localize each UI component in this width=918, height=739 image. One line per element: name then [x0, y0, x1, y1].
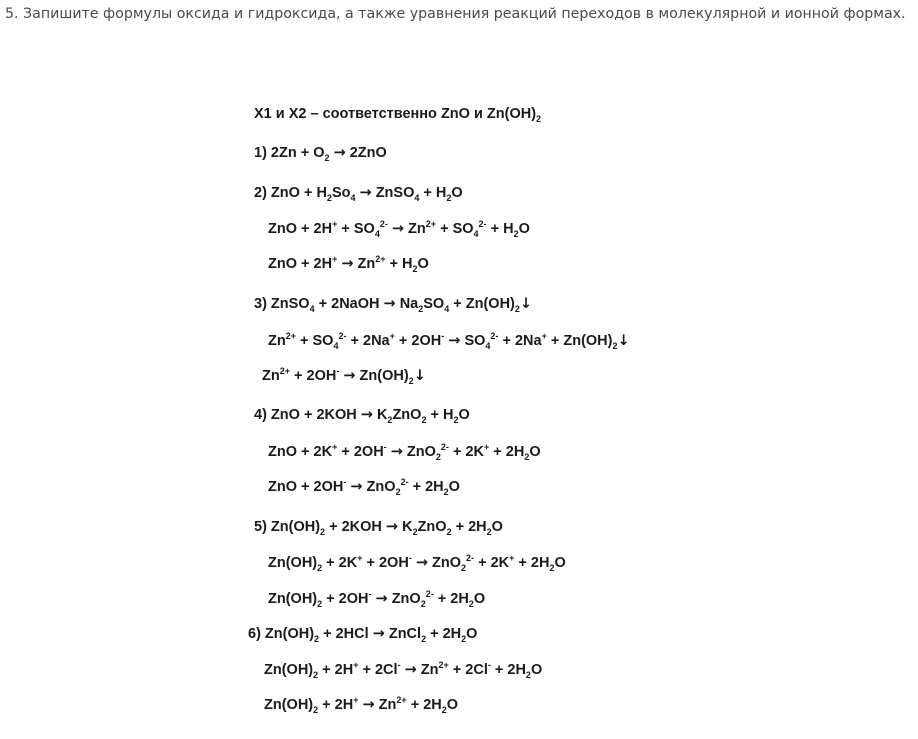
precipitate-arrow-icon: ↓ — [617, 333, 630, 349]
charge: - — [408, 553, 412, 564]
formula-part: + 2Na — [346, 333, 390, 349]
charge: 2- — [400, 477, 409, 488]
equation-5 — [254, 518, 503, 536]
equation-number: 4) — [254, 407, 271, 423]
reaction-arrow: → — [404, 662, 417, 678]
formula-part: Zn — [416, 662, 439, 678]
charge: + — [332, 254, 338, 265]
formula-part: + 2Na — [498, 333, 542, 349]
formula-part: ZnO — [428, 555, 462, 571]
reaction-arrow: → — [375, 591, 388, 607]
formula-part: + H — [419, 185, 447, 201]
formula-part: + 2H — [408, 479, 444, 495]
formula-part: Zn(OH) — [264, 697, 314, 713]
formula-part: + H — [385, 256, 413, 272]
formula-part: ZnO + 2OH — [268, 479, 344, 495]
subscript: 2 — [408, 375, 414, 386]
formula-part: Zn — [268, 333, 286, 349]
formula-part: + 2H — [433, 591, 469, 607]
charge: - — [441, 331, 445, 342]
reaction-arrow: → — [343, 368, 356, 384]
reaction-arrow: → — [372, 626, 385, 642]
subscript: 2 — [525, 669, 531, 680]
equation-3-ionic — [268, 332, 630, 350]
formula-part: + H — [426, 407, 454, 423]
charge: 2+ — [285, 331, 296, 342]
formula-part: ZnO + H — [270, 185, 327, 201]
formula-part: ZnO — [402, 444, 436, 460]
formula-part: Zn(OH) — [268, 555, 318, 571]
formula-part: ZnCl — [384, 626, 422, 642]
charge: + — [389, 331, 395, 342]
charge: 2- — [425, 589, 434, 600]
formula-part: O — [458, 407, 470, 423]
precipitate-arrow-icon: ↓ — [519, 296, 533, 312]
reaction-arrow: → — [333, 145, 346, 161]
charge: 2+ — [438, 660, 449, 671]
formula-part: O — [446, 697, 459, 713]
charge: + — [332, 219, 338, 230]
subscript: 4 — [473, 228, 479, 239]
intro-text: X1 и X2 – соответственно ZnO и Zn(OH) — [254, 106, 537, 122]
equation-number: 6) — [248, 626, 265, 642]
formula-part: ZnO — [392, 407, 422, 423]
charge: - — [383, 442, 387, 453]
formula-part: + Zn(OH) — [546, 333, 613, 349]
equation-5-short-ionic — [268, 590, 485, 608]
reaction-arrow: → — [360, 407, 373, 423]
formula-part: ZnO + 2H — [268, 221, 333, 237]
subscript: 2 — [317, 562, 323, 573]
reaction-arrow: → — [385, 519, 399, 535]
formula-part: Zn(OH) — [264, 662, 314, 678]
formula-part: Zn — [353, 256, 376, 272]
subscript: 2 — [612, 340, 618, 351]
charge: + — [541, 331, 547, 342]
reaction-arrow: → — [415, 555, 428, 571]
subscript: 2 — [418, 303, 424, 314]
formula-part: ZnO — [362, 479, 396, 495]
formula-part: Zn(OH) — [355, 368, 409, 384]
formula-part: SO — [423, 296, 445, 312]
charge: 2- — [440, 442, 449, 453]
equation-number: 2) — [254, 185, 271, 201]
subscript: 2 — [446, 526, 452, 537]
charge: - — [343, 477, 347, 488]
subscript: 4 — [309, 303, 315, 314]
charge: + — [353, 660, 359, 671]
formula-part: O — [473, 591, 486, 607]
subscript: 2 — [326, 192, 332, 203]
charge: 2- — [379, 219, 388, 230]
formula-part: ZnO + 2KOH — [270, 407, 361, 423]
subscript: 4 — [333, 340, 339, 351]
subscript: 2 — [314, 633, 320, 644]
equation-4 — [254, 406, 470, 424]
formula-part: + SO — [436, 221, 474, 237]
reaction-arrow: → — [390, 444, 403, 460]
subscript: 4 — [444, 303, 450, 314]
formula-part: + 2H — [318, 697, 354, 713]
task-statement: 5. Запишите формулы оксида и гидроксида, а также уравнения реакций переходов в молекулярной и ионной формах. — [5, 6, 906, 22]
precipitate-arrow-icon: ↓ — [413, 368, 426, 384]
charge: + — [483, 442, 490, 453]
formula-part: Zn — [404, 221, 426, 237]
subscript: 2 — [320, 526, 326, 537]
charge: + — [357, 553, 363, 564]
reactants: 2Zn + O — [270, 145, 325, 161]
charge: + — [332, 442, 338, 453]
formula-part: K — [372, 407, 388, 423]
subscript: 2 — [313, 704, 319, 715]
formula-part: ZnO — [387, 591, 421, 607]
formula-part: + 2Cl — [448, 662, 488, 678]
reaction-arrow: → — [341, 256, 354, 272]
subscript: 2 — [536, 113, 542, 124]
subscript: 2 — [514, 303, 520, 314]
charge: + — [509, 553, 515, 564]
subscript: 2 — [446, 192, 452, 203]
formula-part: + 2H — [490, 662, 526, 678]
equation-4-ionic — [268, 443, 541, 461]
formula-part: Zn — [262, 368, 280, 384]
charge: - — [368, 589, 372, 600]
equation-6-ionic — [264, 661, 542, 679]
charge: 2+ — [375, 254, 386, 265]
formula-part: ZnSO — [270, 296, 310, 312]
subscript: 2 — [468, 598, 474, 609]
formula-part: O — [417, 256, 429, 272]
formula-part: O — [554, 555, 566, 571]
reaction-arrow: → — [350, 479, 363, 495]
products: 2ZnO — [345, 145, 387, 161]
charge: 2- — [478, 219, 487, 230]
formula-part: O — [466, 626, 478, 642]
formula-part: + Zn(OH) — [449, 296, 515, 312]
charge: 2+ — [396, 695, 407, 706]
formula-part: + 2OH — [322, 591, 369, 607]
subscript: 2 — [395, 486, 401, 497]
formula-part: + 2KOH — [325, 519, 386, 535]
reaction-arrow: → — [359, 185, 372, 201]
subscript: 2 — [461, 633, 467, 644]
formula-part: O — [448, 479, 460, 495]
subscript: 4 — [414, 192, 420, 203]
formula-part: + 2K — [448, 444, 484, 460]
equation-2-ionic — [268, 220, 530, 238]
charge: - — [336, 366, 340, 377]
formula-part: + 2H — [406, 697, 442, 713]
formula-part: So — [331, 185, 351, 201]
subscript: 2 — [549, 562, 555, 573]
subscript: 2 — [513, 228, 519, 239]
formula-part: + H — [486, 221, 514, 237]
formula-part: + 2H — [318, 662, 354, 678]
reaction-arrow: → — [391, 221, 405, 237]
subscript: 2 — [421, 414, 427, 425]
equation-4-short-ionic — [268, 478, 460, 496]
charge: - — [397, 660, 401, 671]
formula-part: + 2HCl — [319, 626, 373, 642]
charge: 2- — [466, 553, 475, 564]
equation-number: 3) — [254, 296, 271, 312]
formula-part: + 2NaOH — [314, 296, 384, 312]
formula-part: Na — [395, 296, 419, 312]
charge: 2- — [490, 331, 499, 342]
subscript: 2 — [461, 562, 467, 573]
formula-part: + 2OH — [394, 333, 442, 349]
formula-part: ZnO — [417, 519, 447, 535]
formula-part: + SO — [295, 333, 334, 349]
formula-part: + 2H — [451, 519, 487, 535]
formula-part: + 2OH — [337, 444, 384, 460]
equation-6 — [248, 625, 477, 643]
formula-part: O — [530, 662, 543, 678]
subscript: 2 — [387, 414, 393, 425]
formula-part: O — [451, 185, 463, 201]
equation-1 — [254, 144, 387, 162]
formula-part: + 2OH — [289, 368, 337, 384]
formula-part: ZnO + 2K — [268, 444, 333, 460]
formula-part: + 2H — [426, 626, 462, 642]
formula-part: Zn — [374, 697, 397, 713]
formula-part: ZnO + 2H — [268, 256, 333, 272]
formula-part: + SO — [337, 221, 375, 237]
formula-part: + 2H — [514, 555, 550, 571]
subscript: 2 — [412, 526, 418, 537]
subscript: 2 — [524, 451, 530, 462]
subscript: 2 — [313, 669, 319, 680]
formula-part: + 2H — [489, 444, 525, 460]
subscript: 2 — [324, 152, 330, 163]
formula-part: + 2K — [474, 555, 510, 571]
equation-5-ionic — [268, 554, 566, 572]
equation-number: 1) — [254, 145, 271, 161]
subscript: 2 — [317, 598, 323, 609]
charge: + — [353, 695, 359, 706]
charge: - — [487, 660, 491, 671]
formula-part: + 2OH — [362, 555, 409, 571]
equation-number: 5) — [254, 519, 271, 535]
equation-3-short-ionic — [262, 367, 426, 385]
subscript: 4 — [350, 192, 356, 203]
formula-part: SO — [460, 333, 486, 349]
subscript: 2 — [420, 598, 426, 609]
formula-part: ZnSO — [371, 185, 415, 201]
formula-part: O — [529, 444, 541, 460]
formula-part: K — [398, 519, 413, 535]
intro-line — [254, 105, 541, 123]
subscript: 2 — [421, 633, 427, 644]
subscript: 4 — [485, 340, 491, 351]
equation-2 — [254, 184, 463, 202]
equation-3 — [254, 295, 532, 313]
formula-part: O — [518, 221, 530, 237]
formula-part: + 2Cl — [358, 662, 398, 678]
subscript: 2 — [441, 704, 447, 715]
charge: 2+ — [279, 366, 290, 377]
charge: 2+ — [425, 219, 437, 230]
subscript: 2 — [412, 263, 418, 274]
subscript: 2 — [435, 451, 441, 462]
reaction-arrow: → — [448, 333, 461, 349]
formula-part: Zn(OH) — [268, 591, 318, 607]
reaction-arrow: → — [362, 697, 375, 713]
subscript: 2 — [486, 526, 492, 537]
charge: 2- — [338, 331, 347, 342]
reaction-arrow: → — [383, 296, 396, 312]
formula-part: Zn(OH) — [264, 626, 315, 642]
subscript: 2 — [453, 414, 459, 425]
formula-part: Zn(OH) — [270, 519, 321, 535]
equation-6-short-ionic — [264, 696, 458, 714]
subscript: 2 — [443, 486, 449, 497]
formula-part: O — [491, 519, 503, 535]
formula-part: + 2K — [322, 555, 358, 571]
equation-2-short-ionic — [268, 255, 429, 273]
subscript: 4 — [374, 228, 380, 239]
